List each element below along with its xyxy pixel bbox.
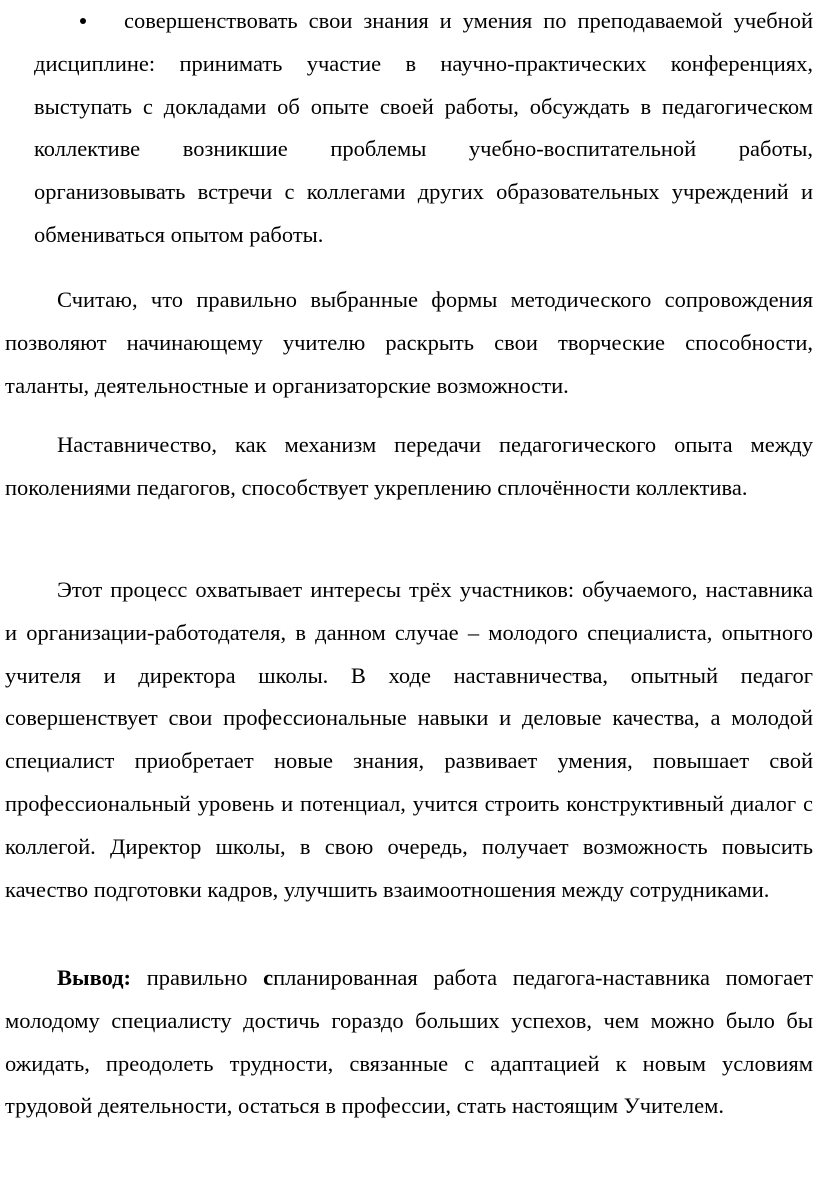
conclusion-bold-letter: с — [263, 965, 274, 990]
paragraph-text: Наставничество, как механизм передачи педагогического опыта между поколениями педагогов, способствует укреплению сплочённости коллектива. — [5, 432, 813, 500]
paragraph-1 — [5, 279, 813, 407]
conclusion-paragraph — [5, 957, 813, 1128]
paragraph-3 — [5, 569, 813, 911]
bullet-item — [34, 0, 813, 257]
paragraph-text: Считаю, что правильно выбранные формы методического сопровождения позволяют начинающему учителю раскрыть свои творческие способности, таланты, деятельностные и организаторские возможности. — [5, 287, 813, 398]
paragraph-text: Этот процесс охватывает интересы трёх участников: обучаемого, наставника и организации-работодателя, в данном случае – молодого специалиста, опытного учителя и директора школы. В ходе наставничества, опытный педагог совершенствует свои профессиональные навыки и деловые качества, а молодой специалист приобретает новые знания, развивает умения, повышает свой профессиональный уровень и потенциал, учится строить конструктивный диалог с коллегой. Директор школы, в свою очередь, получает возможность повысить качество подготовки кадров, улучшить взаимоотношения между сотрудниками. — [5, 577, 813, 902]
conclusion-label: Вывод: — [57, 965, 132, 990]
paragraph-2 — [5, 424, 813, 510]
conclusion-text-before: правильно — [131, 965, 264, 990]
conclusion-text-after: планированная работа педагога-наставника помогает молодому специалисту достичь гораздо больших успехов, чем можно было бы ожидать, преодолеть трудности, связанные с адаптацией к новым условиям трудовой деятельности, остаться в профессии, стать настоящим Учителем. — [5, 965, 813, 1119]
bullet-text: совершенствовать свои знания и умения по преподаваемой учебной дисциплине: принимать участие в научно-практических конференциях, выступать с докладами об опыте своей работы, обсуждать в педагогическом коллективе возникшие проблемы учебно-воспитательной работы, организовывать встречи с коллегами других образовательных учреждений и обмениваться опытом работы. — [34, 8, 813, 247]
